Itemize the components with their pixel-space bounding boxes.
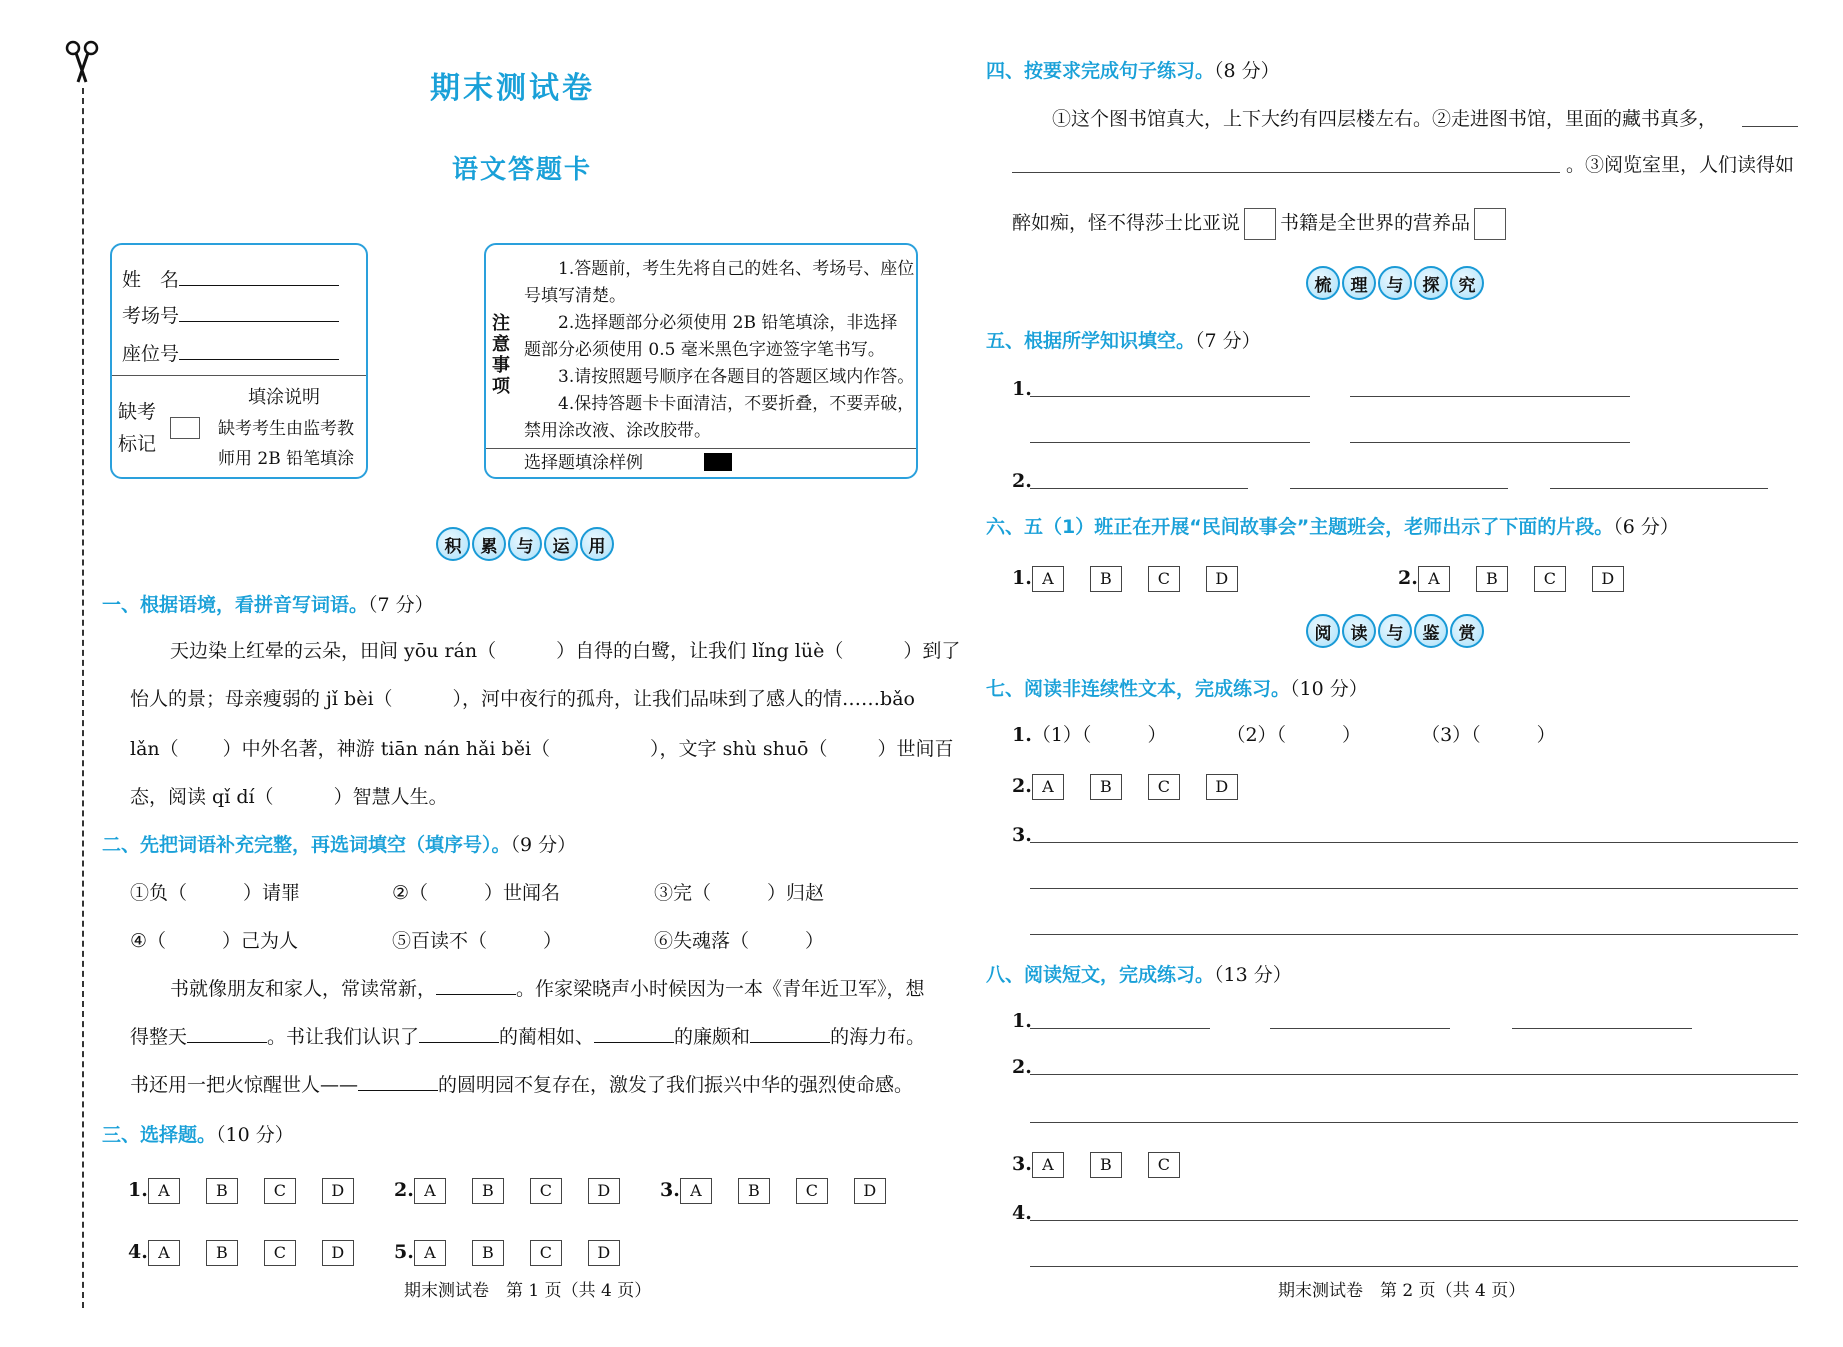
q1-line: 怡人的景；母亲瘦弱的 jǐ bèi（ ），河中夜行的孤舟，让我们品味到了感人的情……bǎo [130,688,915,710]
q7-choice-2: 2. A B C D [1012,774,1264,800]
q2-paragraph: 得整天 。书让我们认识了 的蔺相如、 的廉颇和 的海力布。 [130,1026,926,1048]
name-field[interactable] [179,271,339,286]
q7-answer-line[interactable] [1030,934,1798,935]
notice-side-label: 注 意 事 项 [492,313,510,397]
page2-footer: 期末测试卷 第 2 页（共 4 页） [1278,1281,1526,1301]
sample-filled-box [704,453,732,471]
q4-line: 醉如痴，怪不得莎士比亚说 书籍是全世界的营养品 [1012,208,1506,240]
q6-choice-2: 2. A B C D [1398,566,1650,592]
section-badge-sorting: 梳 理 与 探 究 [1306,266,1484,300]
q2-word: ③完（ ）归赵 [654,882,825,904]
section-badge-accumulation: 积 累 与 运 用 [436,527,614,561]
notice-line: 2.选择题部分必须使用 2B 铅笔填涂，非选择 [558,313,898,333]
q7-num-3: 3. [1012,824,1032,846]
page-title: 期末测试卷 [430,71,595,106]
q8-num-1: 1. [1012,1010,1032,1032]
q1-line: 天边染上红晕的云朵，田间 yōu rán（ ）自得的白鹭，让我们 lǐng lüè（ ）到了 [170,640,961,662]
notice-line: 4.保持答题卡卡面清洁，不要折叠，不要弄破， [558,394,915,414]
q3-choice-4: 4. A B C D [128,1240,380,1266]
q1-line: lǎn（ ）中外名著，神游 tiān nán hǎi běi（ ），文字 shù shuō（ ）世间百 [130,738,954,760]
notice-line: 禁用涂改液、涂改胶带。 [524,421,711,441]
q2-word: ⑥失魂落（ ） [654,930,825,952]
scissors-icon [64,40,100,84]
q7-answer-line[interactable] [1030,842,1798,843]
q4-line: ①这个图书馆真大，上下大约有四层楼左右。②走进图书馆，里面的藏书真多， [1052,108,1718,130]
notice-line: 1.答题前，考生先将自己的姓名、考场号、座位 [558,259,915,279]
q2-paragraph: 书还用一把火惊醒世人—— 的圆明园不复存在，激发了我们振兴中华的强烈使命感。 [130,1074,914,1096]
q8-answer-line[interactable] [1512,1028,1692,1029]
absent-mark-box[interactable] [170,417,200,439]
q1-line: 态，阅读 qǐ dí（ ）智慧人生。 [130,786,448,808]
notice-box [484,243,918,479]
absent-label: 缺考 [118,401,157,423]
q8-choice-3: 3. A B C [1012,1152,1206,1178]
notice-divider [486,448,916,449]
q1-heading: 一、根据语境，看拼音写词语。（7 分） [102,594,434,616]
q3-choice-1: 1. A B C D [128,1178,380,1204]
q5-answer-line[interactable] [1030,396,1310,397]
q8-answer-line[interactable] [1030,1266,1798,1267]
notice-line: 3.请按照题号顺序在各题目的答题区域内作答。 [558,367,915,387]
fill-instructions-line1: 缺考考生由监考教 [218,419,354,439]
info-divider [112,375,366,376]
q2-word: ②（ ）世闻名 [392,882,561,904]
seat-no-label: 座位号 [122,343,180,365]
q4-line: 。③阅览室里，人们读得如 [1566,154,1795,176]
student-info-box [110,243,368,479]
section-badge-reading: 阅 读 与 鉴 赏 [1306,614,1484,648]
q7-sub-1: 1.（1）（ ） （2）（ ） （3）（ ） [1012,724,1556,746]
q8-answer-line[interactable] [1030,1028,1210,1029]
q8-answer-line[interactable] [1030,1122,1798,1123]
q2-heading: 二、先把词语补充完整，再选词填空（填序号）。（9 分） [102,834,577,856]
q8-answer-line[interactable] [1030,1220,1798,1221]
q3-heading: 三、选择题。（10 分） [102,1124,294,1146]
q5-answer-line[interactable] [1030,442,1310,443]
q7-heading: 七、阅读非连续性文本，完成练习。（10 分） [986,678,1368,700]
q5-answer-line[interactable] [1030,488,1248,489]
q3-choice-5: 5. A B C D [394,1240,646,1266]
absent-label-2: 标记 [118,433,157,455]
q2-word: ⑤百读不（ ） [392,930,563,952]
q3-choice-2: 2. A B C D [394,1178,646,1204]
fill-instructions-title: 填涂说明 [248,387,320,408]
page1-footer: 期末测试卷 第 1 页（共 4 页） [404,1281,652,1301]
notice-line: 号填写清楚。 [524,286,626,306]
q8-heading: 八、阅读短文，完成练习。（13 分） [986,964,1292,986]
punctuation-box[interactable] [1474,208,1506,240]
page-subtitle: 语文答题卡 [452,155,593,185]
q6-heading: 六、五（1）班正在开展“民间故事会”主题班会，老师出示了下面的片段。（6 分） [986,516,1679,538]
sample-label: 选择题填涂样例 [524,453,643,473]
exam-no-field[interactable] [179,307,339,322]
q4-heading: 四、按要求完成句子练习。（8 分） [986,60,1280,82]
q5-num-1: 1. [1012,378,1032,400]
q2-word: ④（ ）己为人 [130,930,299,952]
q5-answer-line[interactable] [1350,396,1630,397]
exam-no-label: 考场号 [122,305,180,327]
q8-num-2: 2. [1012,1056,1032,1078]
q5-heading: 五、根据所学知识填空。（7 分） [986,330,1261,352]
q2-word: ①负（ ）请罪 [130,882,301,904]
name-label: 姓 名 [122,269,180,291]
seat-no-field[interactable] [179,345,339,360]
cut-line [82,88,84,1308]
q4-answer-line[interactable] [1742,126,1798,127]
notice-line: 题部分必须使用 0.5 毫米黑色字迹签字笔书写。 [524,340,885,360]
q5-answer-line[interactable] [1290,488,1508,489]
punctuation-box[interactable] [1244,208,1276,240]
q8-num-4: 4. [1012,1202,1032,1224]
fill-instructions-line2: 师用 2B 铅笔填涂 [218,449,355,469]
q5-num-2: 2. [1012,470,1032,492]
q6-choice-1: 1. A B C D [1012,566,1264,592]
q5-answer-line[interactable] [1350,442,1630,443]
q8-answer-line[interactable] [1030,1074,1798,1075]
q3-choice-3: 3. A B C D [660,1178,912,1204]
q2-paragraph: 书就像朋友和家人，常读常新， 。作家梁晓声小时候因为一本《青年近卫军》，想 [170,978,925,1000]
q8-answer-line[interactable] [1270,1028,1450,1029]
q4-answer-line[interactable] [1012,172,1560,173]
q7-answer-line[interactable] [1030,888,1798,889]
q5-answer-line[interactable] [1550,488,1768,489]
